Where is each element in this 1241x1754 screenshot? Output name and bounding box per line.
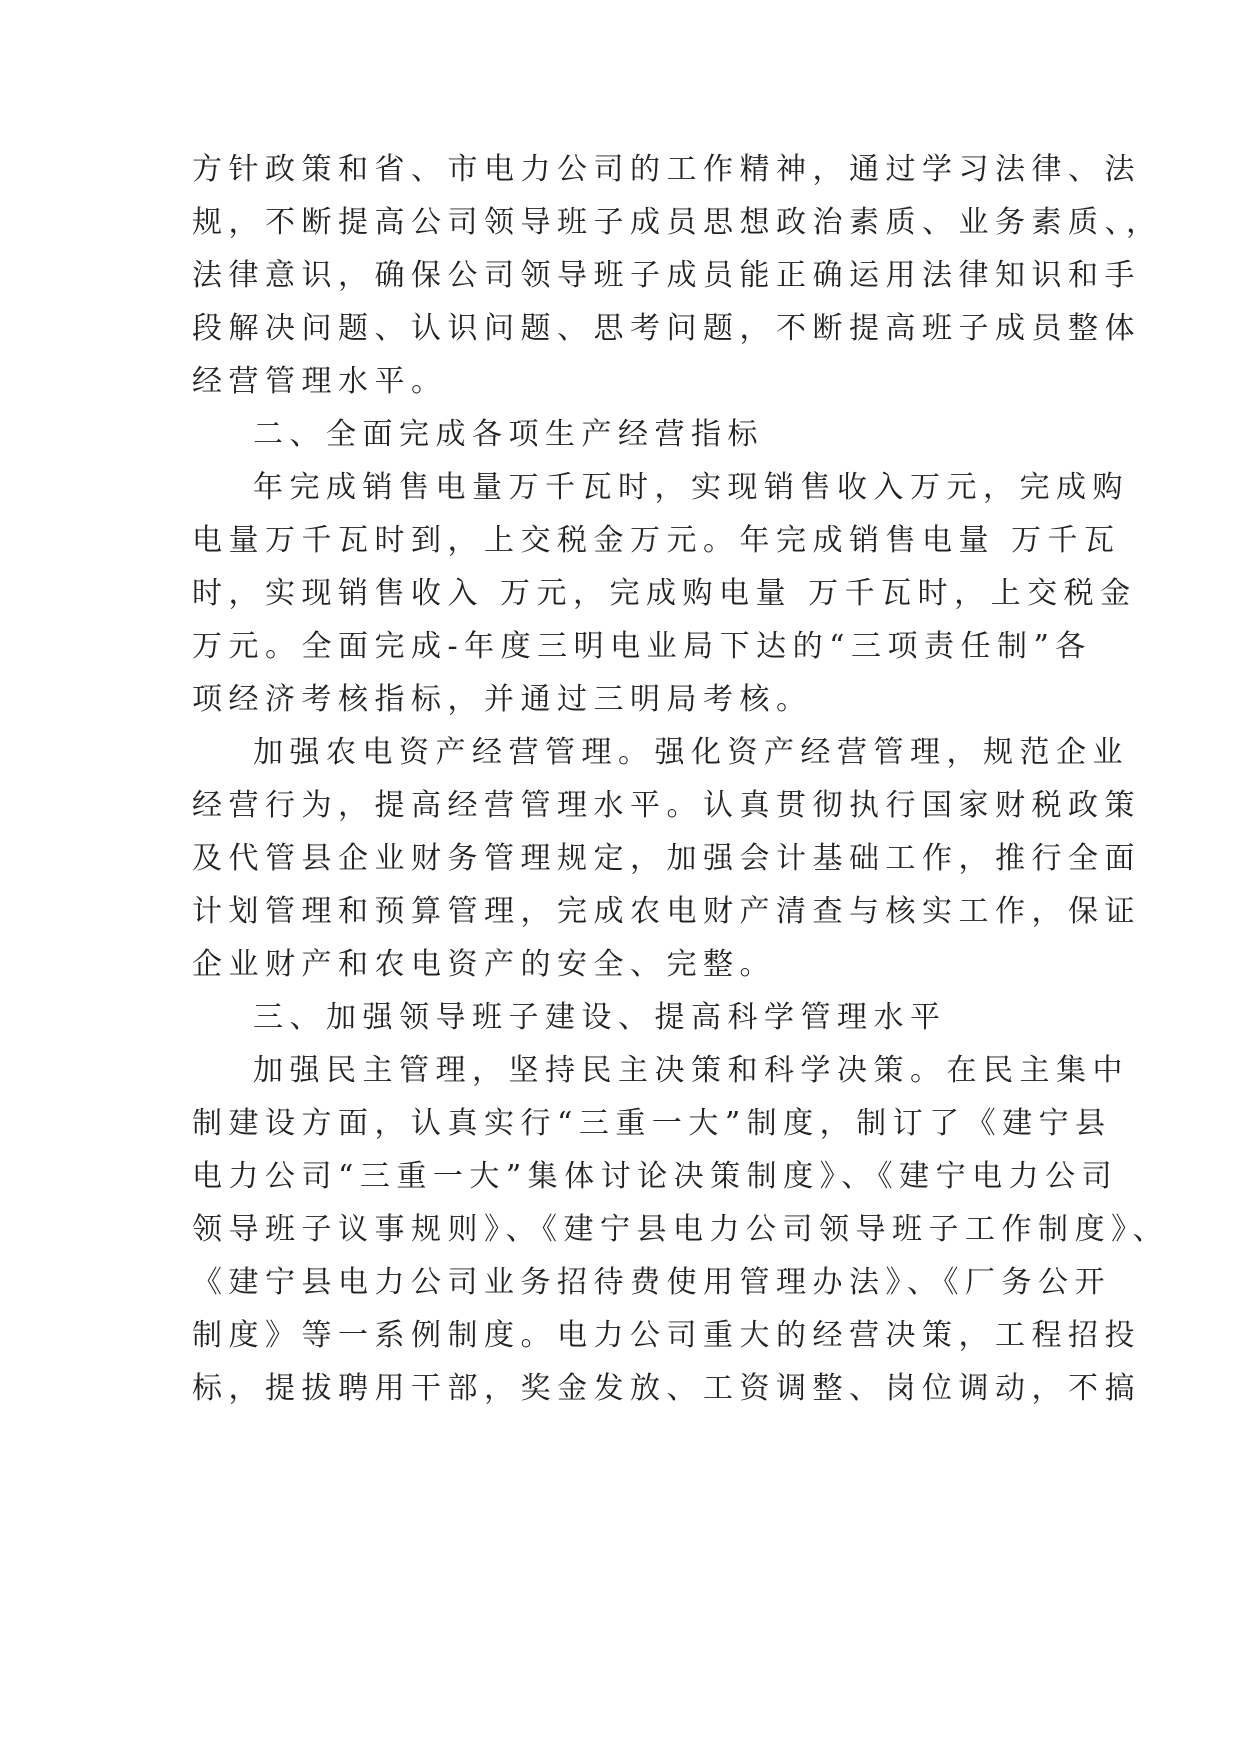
text-line: 方针政策和省、市电力公司的工作精神，通过学习法律、法 [192, 152, 1141, 187]
text-line: 法律意识，确保公司领导班子成员能正确运用法律知识和手 [192, 258, 1141, 293]
text-line: 企业财产和农电资产的安全、完整。 [192, 947, 776, 982]
section-heading: 三、加强领导班子建设、提高科学管理水平 [253, 1000, 947, 1035]
text-line: 计划管理和预算管理，完成农电财产清查与核实工作，保证 [192, 894, 1141, 929]
text-line: 时，实现销售收入 万元，完成购电量 万千瓦时，上交税金 [192, 576, 1137, 611]
paragraph-first-line: 年完成销售电量万千瓦时，实现销售收入万元，完成购 [253, 470, 1129, 505]
text-line: 制度》等一系例制度。电力公司重大的经营决策，工程招投 [192, 1318, 1141, 1353]
text-line: 领导班子议事规则》、《建宁县电力公司领导班子工作制度》、 [192, 1212, 1169, 1247]
text-line: 经营管理水平。 [192, 364, 448, 399]
text-line: 经营行为，提高经营管理水平。认真贯彻执行国家财税政策 [192, 788, 1141, 823]
text-line: 电量万千瓦时到，上交税金万元。年完成销售电量 万千瓦 [192, 523, 1121, 558]
text-line: 规，不断提高公司领导班子成员思想政治素质、业务素质、， [192, 205, 1163, 240]
text-line: 电力公司“三重一大”集体讨论决策制度》、《建宁电力公司 [192, 1159, 1119, 1194]
paragraph-first-line: 加强农电资产经营管理。强化资产经营管理，规范企业 [253, 735, 1129, 770]
text-line: 段解决问题、认识问题、思考问题，不断提高班子成员整体 [192, 311, 1141, 346]
text-line: 标，提拔聘用干部，奖金发放、工资调整、岗位调动，不搞 [192, 1371, 1141, 1406]
text-line: 项经济考核指标，并通过三明局考核。 [192, 682, 813, 717]
text-line: 及代管县企业财务管理规定，加强会计基础工作，推行全面 [192, 841, 1141, 876]
text-line: 制建设方面，认真实行“三重一大”制度，制订了《建宁县 [192, 1106, 1112, 1141]
paragraph-first-line: 加强民主管理，坚持民主决策和科学决策。在民主集中 [253, 1053, 1129, 1088]
text-line: 万元。全面完成-年度三明电业局下达的“三项责任制”各 [192, 629, 1092, 664]
section-heading: 二、全面完成各项生产经营指标 [253, 417, 764, 452]
text-line: 《建宁县电力公司业务招待费使用管理办法》、《厂务公开 [192, 1265, 1111, 1300]
